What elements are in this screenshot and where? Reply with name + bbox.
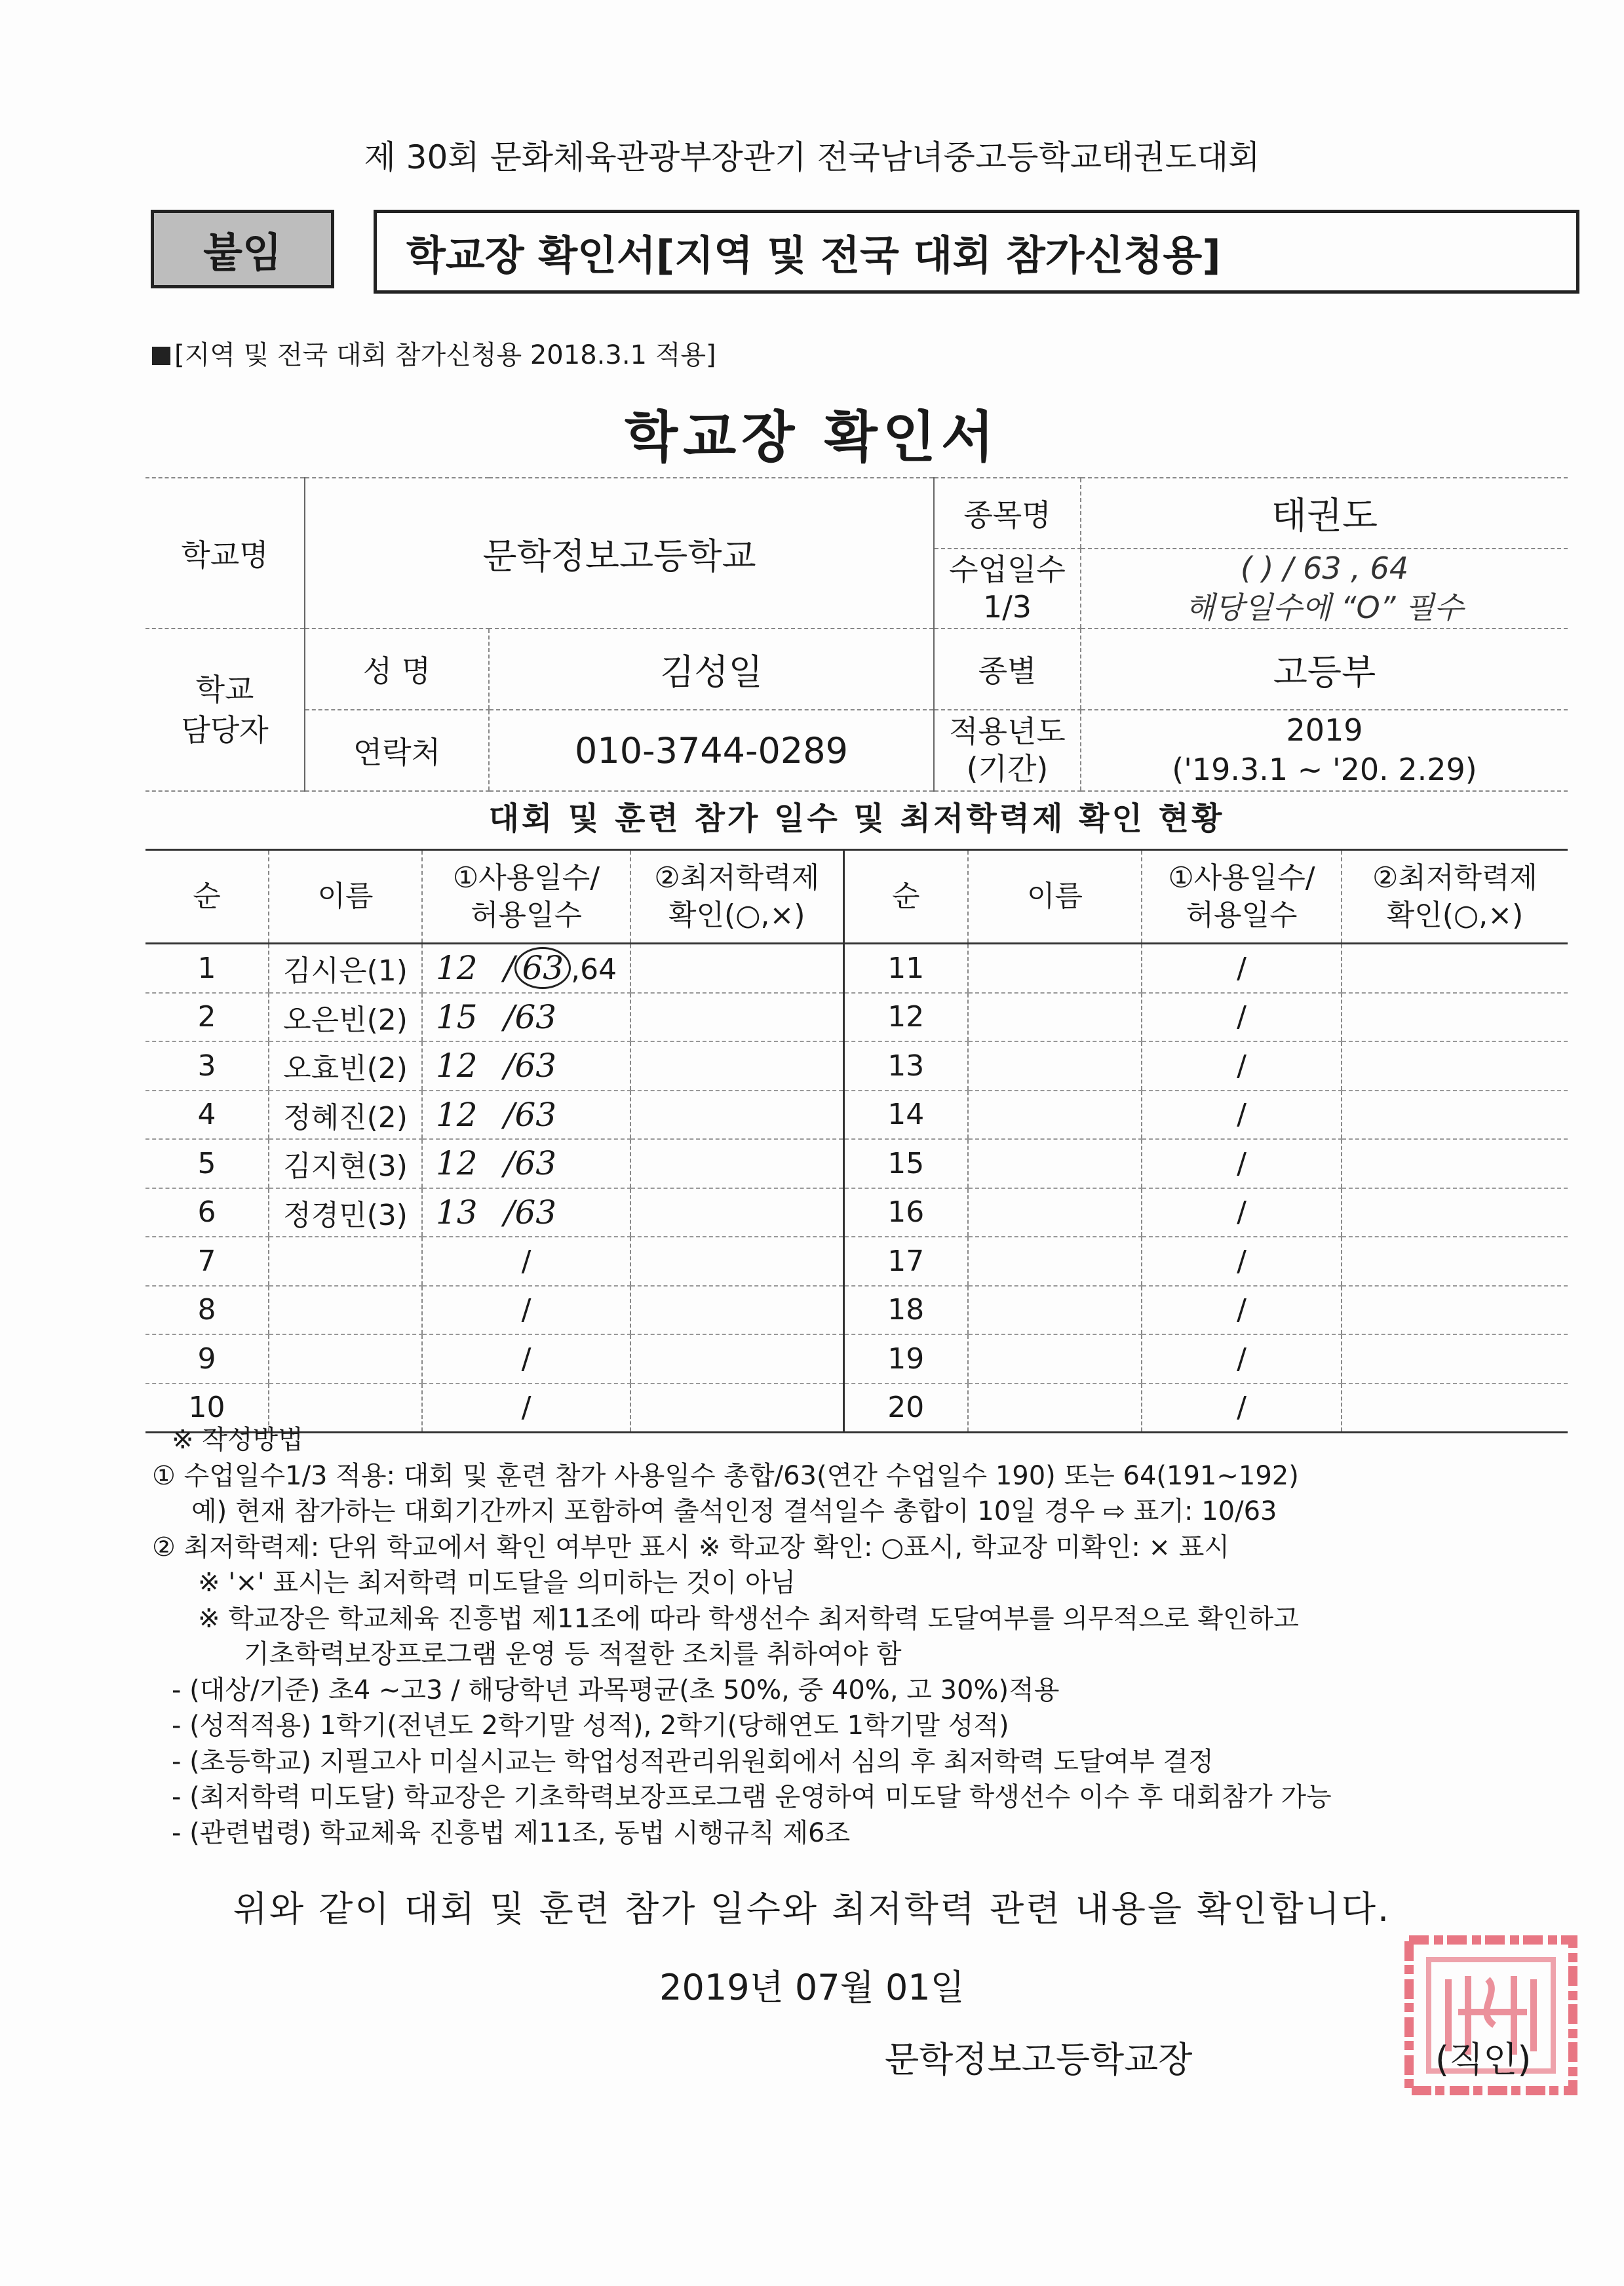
used-days: 12 bbox=[436, 1047, 478, 1085]
allowed-days: 63 bbox=[514, 998, 557, 1036]
apply-year-label: 적용년도 (기간) bbox=[934, 710, 1081, 791]
slash: / bbox=[503, 1193, 515, 1231]
instructions bbox=[152, 1422, 1574, 1851]
school-name-value: 문학정보고등학교 bbox=[305, 478, 934, 629]
check-cell bbox=[1342, 1237, 1568, 1286]
days-cell: / bbox=[1142, 1041, 1342, 1091]
school-name-label: 학교명 bbox=[145, 478, 305, 629]
instruction-item: - (대상/기준) 초4 ~고3 / 해당학년 과목평균(초 50%, 중 40%, 고 30%)적용 bbox=[172, 1675, 1060, 1705]
name-label: 성 명 bbox=[305, 629, 489, 710]
days-cell bbox=[422, 944, 630, 993]
slash: / bbox=[521, 1293, 532, 1327]
school-info-table bbox=[145, 477, 1568, 792]
col-days: ①사용일수/ 허용일수 bbox=[1142, 850, 1342, 944]
subnote-text: [지역 및 전국 대회 참가신청용 2018.3.1 적용] bbox=[174, 340, 716, 370]
athlete-name bbox=[968, 1139, 1142, 1188]
allowed-days: 63 bbox=[514, 1144, 557, 1183]
allowed-days: 63 bbox=[514, 947, 571, 989]
row-number: 17 bbox=[843, 1237, 968, 1286]
athlete-name: 오은빈(2) bbox=[269, 993, 422, 1042]
slash: / bbox=[521, 1244, 532, 1278]
used-days: 12 bbox=[436, 1095, 478, 1134]
row-number: 16 bbox=[843, 1188, 968, 1237]
instruction-item: 예) 현재 참가하는 대회기간까지 포함하여 출석인정 결석일수 총합이 10일 경우 ⇨ 표기: 10/63 bbox=[191, 1496, 1277, 1526]
attachment-label: 붙임 bbox=[151, 210, 334, 288]
col-name: 이름 bbox=[269, 850, 422, 944]
instruction-item: ※ 학교장은 학교체육 진흥법 제11조에 따라 학생선수 최저학력 도달여부를 의무적으로 확인하고 bbox=[198, 1603, 1299, 1634]
row-number: 10 bbox=[145, 1384, 269, 1433]
apply-period: ('19.3.1 ~ '20. 2.29) bbox=[1172, 752, 1477, 787]
apply-year-value bbox=[1081, 710, 1568, 791]
row-number: 18 bbox=[843, 1286, 968, 1335]
check-cell bbox=[1342, 1091, 1568, 1140]
check-cell bbox=[630, 944, 843, 993]
row-number: 3 bbox=[145, 1041, 269, 1091]
used-days: 15 bbox=[436, 998, 478, 1036]
manager-label: 학교 담당자 bbox=[145, 629, 305, 791]
check-cell bbox=[1342, 944, 1568, 993]
check-cell bbox=[630, 1041, 843, 1091]
event-label: 종목명 bbox=[934, 478, 1081, 549]
check-cell bbox=[630, 1091, 843, 1140]
row-number: 11 bbox=[843, 944, 968, 993]
division-value: 고등부 bbox=[1081, 629, 1568, 710]
athlete-name bbox=[968, 1188, 1142, 1237]
row-number: 1 bbox=[145, 944, 269, 993]
confirmation-statement: 위와 같이 대회 및 훈련 참가 일수와 최저학력 관련 내용을 확인합니다. bbox=[233, 1888, 1391, 1929]
slash: / bbox=[503, 998, 515, 1036]
apply-year: 2019 bbox=[1286, 712, 1363, 748]
square-bullet-icon bbox=[152, 347, 170, 365]
extra-days: ,64 bbox=[571, 953, 617, 987]
instruction-item: - (초등학교) 지필고사 미실시교는 학업성적관리위원회에서 심의 후 최저학력 도달여부 결정 bbox=[172, 1746, 1214, 1777]
row-number: 9 bbox=[145, 1334, 269, 1384]
athlete-name: 김시은(1) bbox=[269, 944, 422, 993]
check-cell bbox=[1342, 1041, 1568, 1091]
days-cell: / bbox=[1142, 1091, 1342, 1140]
check-cell bbox=[630, 1188, 843, 1237]
athlete-name bbox=[968, 1237, 1142, 1286]
instruction-item: - (최저학력 미도달) 학교장은 기초학력보장프로그램 운영하여 미도달 학생선수 이수 후 대회참가 가능 bbox=[172, 1782, 1332, 1812]
days-cell bbox=[422, 1188, 630, 1237]
table-row bbox=[145, 1237, 1568, 1286]
athlete-name: 오효빈(2) bbox=[269, 1041, 422, 1091]
days-cell bbox=[422, 1237, 630, 1286]
event-title: 제 30회 문화체육관광부장관기 전국남녀중고등학교태권도대회 bbox=[364, 138, 1260, 176]
principal-name: 문학정보고등학교장 bbox=[885, 2039, 1193, 2080]
row-number: 4 bbox=[145, 1091, 269, 1140]
row-number: 12 bbox=[843, 993, 968, 1042]
slash: / bbox=[521, 1342, 532, 1376]
athlete-name bbox=[968, 1286, 1142, 1335]
class-days-value bbox=[1081, 549, 1568, 629]
days-cell bbox=[422, 993, 630, 1042]
days-cell: / bbox=[1142, 1384, 1342, 1433]
instruction-item: ② 최저학력제: 단위 학교에서 확인 여부만 표시 ※ 학교장 확인: ○표시, 학교장 미확인: × 표시 bbox=[152, 1532, 1230, 1562]
instructions-title: ※ 작성방법 bbox=[172, 1425, 303, 1455]
row-number: 20 bbox=[843, 1384, 968, 1433]
days-cell: / bbox=[1142, 1188, 1342, 1237]
contact-label: 연락처 bbox=[305, 710, 489, 791]
check-cell bbox=[630, 1237, 843, 1286]
used-days: 12 bbox=[436, 1144, 478, 1183]
table-row bbox=[145, 1188, 1568, 1237]
instruction-item: - (관련법령) 학교체육 진흥법 제11조, 동법 시행규칙 제6조 bbox=[172, 1817, 851, 1848]
days-cell bbox=[422, 1091, 630, 1140]
days-cell bbox=[422, 1139, 630, 1188]
table-row bbox=[145, 1334, 1568, 1384]
col-no: 순 bbox=[843, 850, 968, 944]
contact-value: 010-3744-0289 bbox=[489, 710, 934, 791]
class-days-fraction: ( ) / 63 , 64 bbox=[1240, 551, 1409, 587]
table-row bbox=[145, 1091, 1568, 1140]
row-number: 5 bbox=[145, 1139, 269, 1188]
check-cell bbox=[630, 1286, 843, 1335]
division-label: 종별 bbox=[934, 629, 1081, 710]
row-number: 6 bbox=[145, 1188, 269, 1237]
days-cell: / bbox=[1142, 944, 1342, 993]
col-no: 순 bbox=[145, 850, 269, 944]
name-value: 김성일 bbox=[489, 629, 934, 710]
row-number: 19 bbox=[843, 1334, 968, 1384]
slash: / bbox=[521, 1391, 532, 1425]
athlete-name bbox=[269, 1334, 422, 1384]
check-cell bbox=[1342, 1139, 1568, 1188]
check-cell bbox=[630, 1334, 843, 1384]
row-number: 15 bbox=[843, 1139, 968, 1188]
days-cell: / bbox=[1142, 993, 1342, 1042]
athlete-name bbox=[968, 1334, 1142, 1384]
row-number: 8 bbox=[145, 1286, 269, 1335]
check-cell bbox=[1342, 993, 1568, 1042]
slash: / bbox=[503, 1095, 515, 1134]
table-row bbox=[145, 1041, 1568, 1091]
athlete-name bbox=[968, 1041, 1142, 1091]
row-number: 2 bbox=[145, 993, 269, 1042]
instruction-item: ① 수업일수1/3 적용: 대회 및 훈련 참가 사용일수 총합/63(연간 수업일수 190) 또는 64(191~192) bbox=[152, 1460, 1299, 1491]
days-cell: / bbox=[1142, 1334, 1342, 1384]
days-cell bbox=[422, 1286, 630, 1335]
athlete-name bbox=[968, 944, 1142, 993]
class-days-label: 수업일수 1/3 bbox=[934, 549, 1081, 629]
days-cell: / bbox=[1142, 1139, 1342, 1188]
document-title: 학교장 확인서 bbox=[624, 405, 1000, 469]
form-subnote bbox=[152, 334, 716, 372]
check-cell bbox=[1342, 1286, 1568, 1335]
used-days: 12 bbox=[436, 949, 478, 988]
col-days: ①사용일수/ 허용일수 bbox=[422, 850, 630, 944]
row-number: 14 bbox=[843, 1091, 968, 1140]
instruction-item: ※ '×' 표시는 최저학력 미도달을 의미하는 것이 아님 bbox=[198, 1568, 796, 1598]
row-number: 13 bbox=[843, 1041, 968, 1091]
check-cell bbox=[1342, 1188, 1568, 1237]
used-days: 13 bbox=[436, 1193, 478, 1231]
days-cell bbox=[422, 1334, 630, 1384]
table-row bbox=[145, 944, 1568, 993]
days-cell: / bbox=[1142, 1286, 1342, 1335]
allowed-days: 63 bbox=[514, 1095, 557, 1134]
days-cell: / bbox=[1142, 1237, 1342, 1286]
form-heading: 학교장 확인서[지역 및 전국 대회 참가신청용] bbox=[374, 210, 1579, 294]
slash: / bbox=[503, 949, 515, 988]
check-cell bbox=[1342, 1334, 1568, 1384]
slash: / bbox=[503, 1047, 515, 1085]
col-name: 이름 bbox=[968, 850, 1142, 944]
check-cell bbox=[630, 1139, 843, 1188]
table-row bbox=[145, 1139, 1568, 1188]
instruction-item: 기초학력보장프로그램 운영 등 적절한 조치를 취하여야 함 bbox=[244, 1639, 902, 1669]
athlete-name bbox=[269, 1237, 422, 1286]
row-number: 7 bbox=[145, 1237, 269, 1286]
athlete-name bbox=[968, 993, 1142, 1042]
instruction-item: - (성적적용) 1학기(전년도 2학기말 성적), 2학기(당해연도 1학기말 성적) bbox=[172, 1711, 1009, 1741]
class-days-note: 해당일수에 “O” 필수 bbox=[1185, 590, 1464, 625]
athlete-name: 정경민(3) bbox=[269, 1188, 422, 1237]
participation-table bbox=[145, 849, 1568, 1433]
athlete-name: 김지현(3) bbox=[269, 1139, 422, 1188]
col-check: ②최저학력제 확인(○,×) bbox=[630, 850, 843, 944]
col-check: ②최저학력제 확인(○,×) bbox=[1342, 850, 1568, 944]
seal-mark: (직인) bbox=[1435, 2039, 1532, 2080]
athlete-name bbox=[269, 1286, 422, 1335]
slash: / bbox=[503, 1144, 515, 1183]
check-cell bbox=[630, 993, 843, 1042]
allowed-days: 63 bbox=[514, 1047, 557, 1085]
allowed-days: 63 bbox=[514, 1193, 557, 1231]
event-value: 태권도 bbox=[1081, 478, 1568, 549]
document-date: 2019년 07월 01일 bbox=[659, 1967, 965, 2008]
roster-heading: 대회 및 훈련 참가 일수 및 최저학력제 확인 현황 bbox=[488, 800, 1225, 837]
athlete-name: 정혜진(2) bbox=[269, 1091, 422, 1140]
table-row bbox=[145, 1286, 1568, 1335]
table-row bbox=[145, 993, 1568, 1042]
athlete-name bbox=[968, 1091, 1142, 1140]
days-cell bbox=[422, 1041, 630, 1091]
